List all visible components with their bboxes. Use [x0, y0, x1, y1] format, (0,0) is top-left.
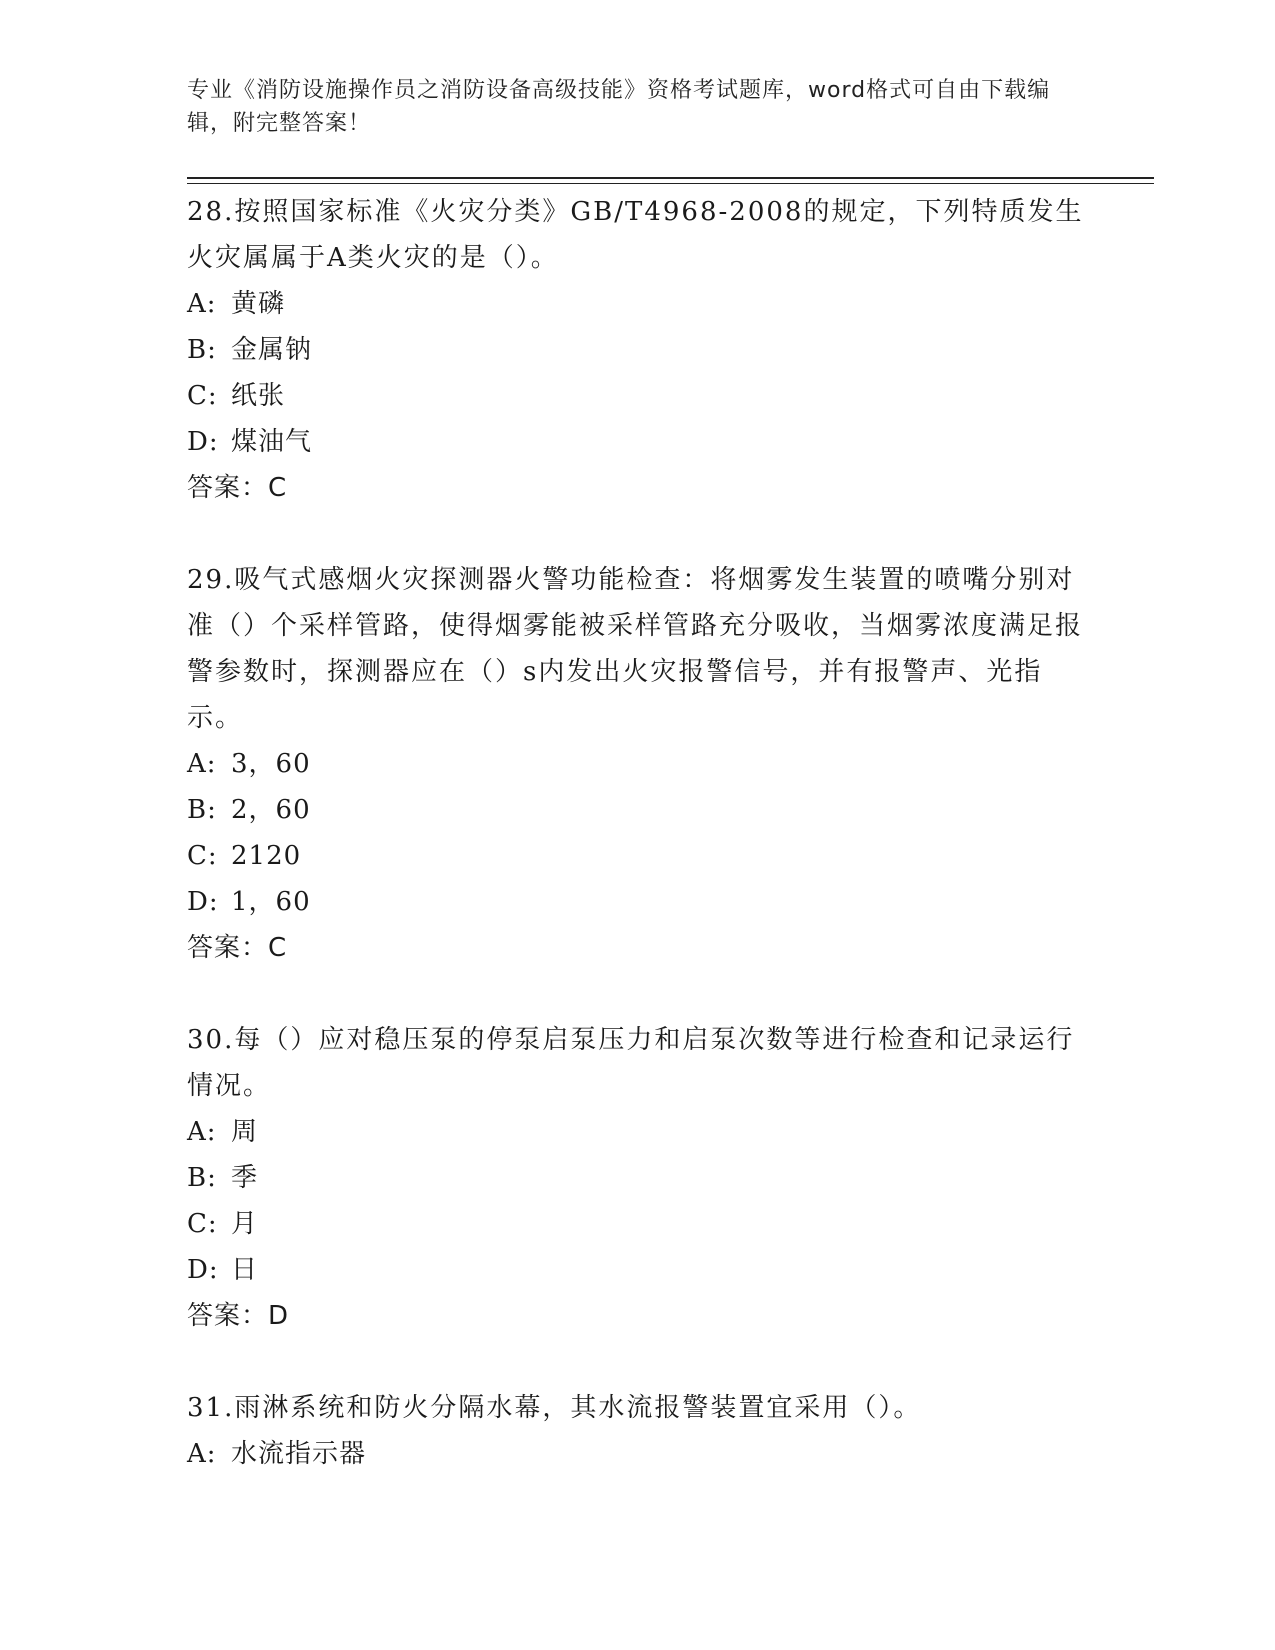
option-letter: B: — [187, 1163, 217, 1193]
option-c — [187, 1201, 1087, 1247]
option-letter: D: — [187, 1255, 219, 1285]
option-a — [187, 281, 1087, 327]
option-text: 煤油气 — [231, 427, 313, 457]
answer-line: 答案：C — [187, 933, 288, 963]
option-letter: D: — [187, 887, 219, 917]
header-rule-thin — [187, 183, 1154, 184]
option-text: 纸张 — [231, 381, 286, 411]
option-b — [187, 787, 1087, 833]
option-letter: D: — [187, 427, 219, 457]
option-a — [187, 1431, 1087, 1477]
option-text: 2120 — [231, 841, 302, 871]
option-a — [187, 1109, 1087, 1155]
option-text: 1，60 — [231, 887, 311, 917]
option-d — [187, 879, 1087, 925]
option-text: 2，60 — [231, 795, 311, 825]
option-letter: A: — [187, 749, 217, 779]
question-stem: 28.按照国家标准《火灾分类》GB/T4968-2008的规定，下列特质发生火灾属属于A类火灾的是（）。 — [187, 197, 1084, 273]
question-stem: 30.每（）应对稳压泵的停泵启泵压力和启泵次数等进行检查和记录运行情况。 — [187, 1025, 1075, 1101]
option-text: 3，60 — [231, 749, 311, 779]
option-letter: C: — [187, 1209, 218, 1239]
answer-line: 答案：C — [187, 473, 288, 503]
option-letter: C: — [187, 841, 218, 871]
option-text: 水流指示器 — [231, 1439, 367, 1469]
option-text: 周 — [231, 1117, 259, 1147]
option-text: 季 — [231, 1163, 259, 1193]
option-text: 黄磷 — [231, 289, 286, 319]
option-letter: B: — [187, 795, 217, 825]
document-header: 专业《消防设施操作员之消防设备高级技能》资格考试题库，word格式可自由下载编辑，附完整答案！ — [187, 78, 1051, 136]
question-list — [187, 189, 1087, 1523]
option-letter: C: — [187, 381, 218, 411]
option-letter: A: — [187, 1117, 217, 1147]
option-c — [187, 373, 1087, 419]
option-d — [187, 1247, 1087, 1293]
option-text: 金属钠 — [231, 335, 313, 365]
option-text: 日 — [231, 1255, 259, 1285]
option-c — [187, 833, 1087, 879]
answer-line: 答案：D — [187, 1301, 290, 1331]
option-text: 月 — [231, 1209, 259, 1239]
option-d — [187, 419, 1087, 465]
option-letter: A: — [187, 1439, 217, 1469]
option-letter: B: — [187, 335, 217, 365]
question-29 — [187, 557, 1087, 971]
question-stem: 29.吸气式感烟火灾探测器火警功能检查：将烟雾发生装置的喷嘴分别对准（）个采样管路，使得烟雾能被采样管路充分吸收，当烟雾浓度满足报警参数时，探测器应在（）s内发出火灾报警信号，并有报警声、光指示。 — [187, 565, 1084, 733]
option-b — [187, 1155, 1087, 1201]
question-30 — [187, 1017, 1087, 1339]
option-a — [187, 741, 1087, 787]
header-rule-thick — [187, 177, 1154, 179]
question-31 — [187, 1385, 1087, 1477]
option-letter: A: — [187, 289, 217, 319]
question-stem: 31.雨淋系统和防火分隔水幕，其水流报警装置宜采用（）。 — [187, 1393, 922, 1423]
option-b — [187, 327, 1087, 373]
question-28 — [187, 189, 1087, 511]
